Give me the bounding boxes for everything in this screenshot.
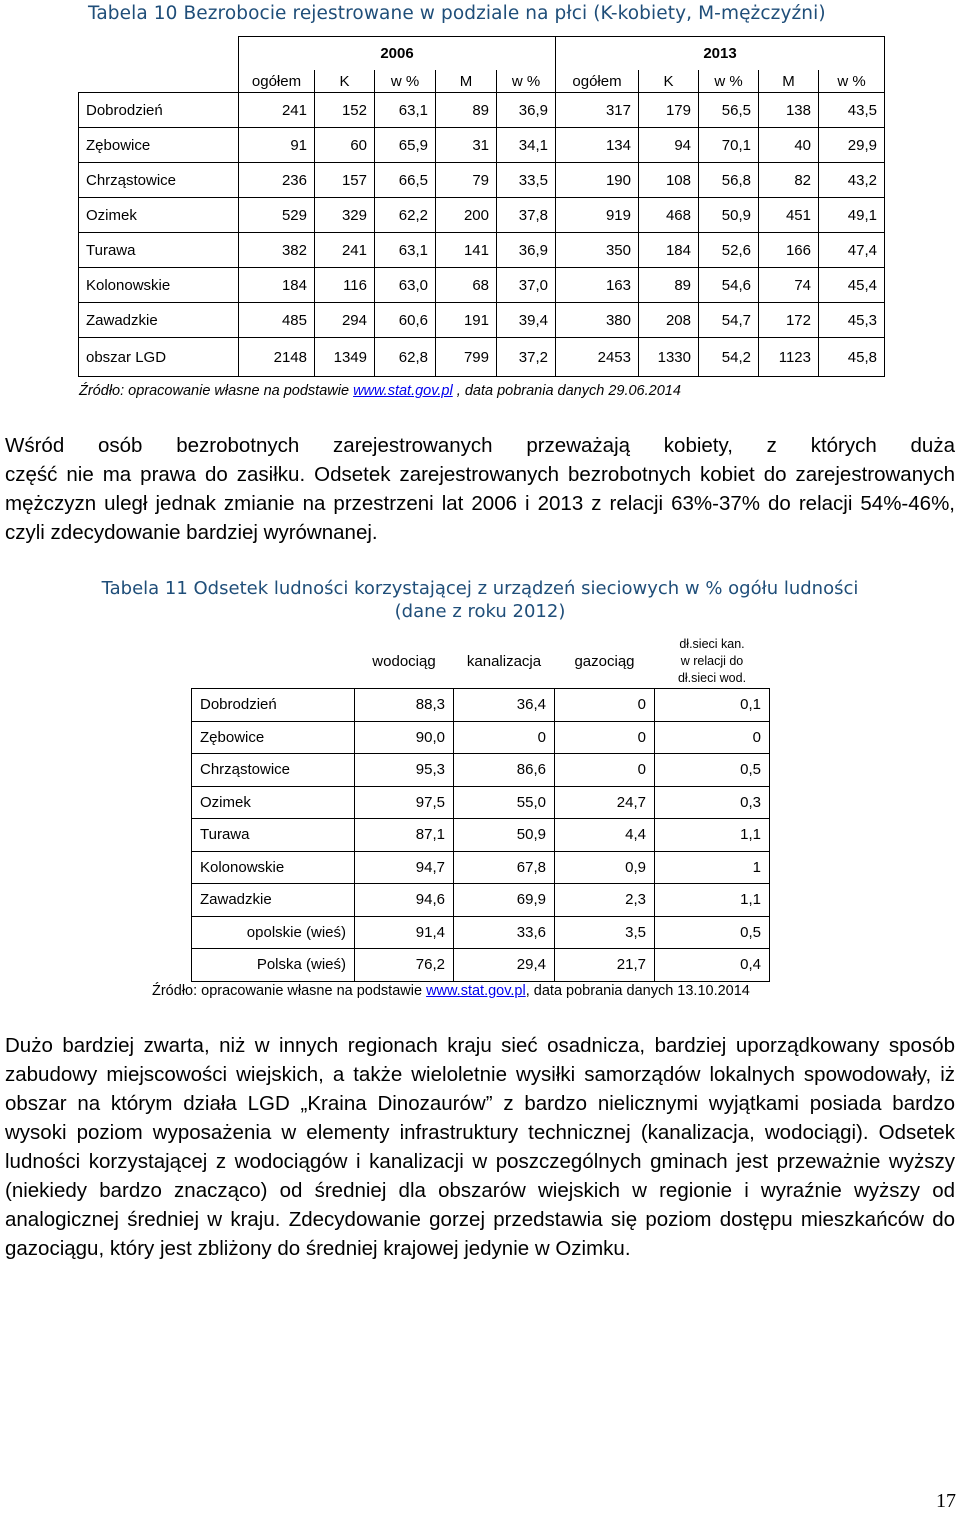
table-cell: 69,9 [454, 884, 555, 917]
table-cell: 4,4 [555, 819, 655, 852]
table-cell: 60 [315, 128, 375, 163]
table-cell: 94,7 [355, 851, 454, 884]
table-row [192, 916, 770, 949]
utilities-table [191, 634, 770, 982]
column-header: ogółem [239, 70, 315, 93]
table-cell: 43,2 [819, 163, 885, 198]
table-row [192, 689, 770, 722]
table-row [79, 163, 885, 198]
table-cell: 76,2 [355, 949, 454, 982]
table-cell: 62,2 [375, 198, 436, 233]
table-row [79, 128, 885, 163]
table-cell: 54,2 [699, 338, 759, 377]
table-cell: 52,6 [699, 233, 759, 268]
table-cell: 79 [436, 163, 497, 198]
table-cell: 0 [555, 721, 655, 754]
table-cell: 89 [639, 268, 699, 303]
column-header: w % [375, 70, 436, 93]
table-cell: 141 [436, 233, 497, 268]
table-cell: 294 [315, 303, 375, 338]
table-cell: 190 [556, 163, 639, 198]
table-cell: 37,8 [497, 198, 556, 233]
table-cell: 87,1 [355, 819, 454, 852]
unemployment-table [78, 36, 885, 377]
header-ratio: dł.sieci kan. w relacji do dł.sieci wod. [677, 636, 747, 685]
table-cell: 34,1 [497, 128, 556, 163]
row-label: Polska (wieś) [192, 949, 355, 982]
table-cell: 49,1 [819, 198, 885, 233]
table-cell: 0,9 [555, 851, 655, 884]
row-label: Kolonowskie [79, 268, 239, 303]
table-cell: 50,9 [699, 198, 759, 233]
table-cell: 329 [315, 198, 375, 233]
table-row [79, 303, 885, 338]
row-label: Zawadzkie [79, 303, 239, 338]
row-label: Dobrodzień [192, 689, 355, 722]
row-label: obszar LGD [79, 338, 239, 377]
table-cell: 138 [759, 93, 819, 128]
column-header: M [759, 70, 819, 93]
table-cell: 63,1 [375, 93, 436, 128]
table-row [79, 93, 885, 128]
table-cell: 62,8 [375, 338, 436, 377]
table-cell: 0,5 [655, 754, 770, 787]
table-cell: 68 [436, 268, 497, 303]
table-cell: 1 [655, 851, 770, 884]
table-cell: 37,0 [497, 268, 556, 303]
year-2006-header: 2006 [239, 37, 556, 71]
table-cell: 241 [239, 93, 315, 128]
table-cell: 36,4 [454, 689, 555, 722]
stat-gov-link[interactable]: www.stat.gov.pl [426, 983, 526, 999]
table-cell: 157 [315, 163, 375, 198]
column-header: ogółem [556, 70, 639, 93]
header-wodociag: wodociąg [372, 652, 436, 670]
table-cell: 317 [556, 93, 639, 128]
table-cell: 241 [315, 233, 375, 268]
table-cell: 0,3 [655, 786, 770, 819]
table-cell: 172 [759, 303, 819, 338]
table-cell: 451 [759, 198, 819, 233]
table-cell: 919 [556, 198, 639, 233]
table-cell: 350 [556, 233, 639, 268]
table-row [192, 851, 770, 884]
stat-gov-link[interactable]: www.stat.gov.pl [353, 383, 453, 399]
paragraph-infrastructure: Dużo bardziej zwarta, niż w innych regionach kraju sieć osadnicza, bardziej uporządkowany sposób zabudowy miejscowości wiejskich, a także wieloletnie wysiłki samorządów lokalnych spowodowały, iż obszar na którym działa LGD „Kraina Dinozaurów” z bardzo nielicznymi wyjątkami posiada bardzo wysoki poziom wyposażenia w elementy infrastruktury technicznej (kanalizacja, wodociągi). Odsetek ludności korzystającej z wodociągów i kanalizacji w poszczególnych gminach jest przeważnie wyższy (niekiedy bardzo znacząco) od średniej dla obszarów wiejskich w regionie i wyraźnie wyższy od analogicznej średniej w kraju. Zdecydowanie gorzej przedstawia się poziom dostępu mieszkańców do gazociągu, który jest zbliżony do średniej krajowej jedynie w Ozimku. [5, 1034, 955, 1260]
table-cell: 56,5 [699, 93, 759, 128]
table-row [192, 786, 770, 819]
table-cell: 380 [556, 303, 639, 338]
table-10-source: Źródło: opracowanie własne na podstawie www.stat.gov.pl , data pobrania danych 29.06.2014 [79, 383, 681, 399]
row-label: Dobrodzień [79, 93, 239, 128]
table-row [79, 198, 885, 233]
row-label: opolskie (wieś) [192, 916, 355, 949]
table-cell: 236 [239, 163, 315, 198]
table-cell: 799 [436, 338, 497, 377]
table-cell: 0 [454, 721, 555, 754]
table-row [79, 338, 885, 377]
table-cell: 179 [639, 93, 699, 128]
column-header: w % [497, 70, 556, 93]
column-header: w % [819, 70, 885, 93]
table-cell: 70,1 [699, 128, 759, 163]
table-cell: 40 [759, 128, 819, 163]
table-cell: 89 [436, 93, 497, 128]
table-cell: 1,1 [655, 819, 770, 852]
table-cell: 529 [239, 198, 315, 233]
page-number: 17 [936, 1490, 956, 1512]
table-10-caption: Tabela 10 Bezrobocie rejestrowane w podziale na płci (K-kobiety, M-mężczyźni) [88, 3, 826, 24]
table-cell: 1330 [639, 338, 699, 377]
table-cell: 2148 [239, 338, 315, 377]
table-cell: 21,7 [555, 949, 655, 982]
table-cell: 0 [555, 754, 655, 787]
table-cell: 200 [436, 198, 497, 233]
table-cell: 63,1 [375, 233, 436, 268]
table-cell: 0 [655, 721, 770, 754]
table-cell: 63,0 [375, 268, 436, 303]
table-cell: 0 [555, 689, 655, 722]
table-cell: 88,3 [355, 689, 454, 722]
table-cell: 31 [436, 128, 497, 163]
table-cell: 108 [639, 163, 699, 198]
table-cell: 116 [315, 268, 375, 303]
table-cell: 90,0 [355, 721, 454, 754]
row-label: Zębowice [192, 721, 355, 754]
table-cell: 29,9 [819, 128, 885, 163]
table-cell: 2,3 [555, 884, 655, 917]
table-cell: 67,8 [454, 851, 555, 884]
table-cell: 97,5 [355, 786, 454, 819]
table-row [192, 721, 770, 754]
table-cell: 3,5 [555, 916, 655, 949]
column-header: M [436, 70, 497, 93]
table-cell: 66,5 [375, 163, 436, 198]
table-cell: 43,5 [819, 93, 885, 128]
table-cell: 45,3 [819, 303, 885, 338]
column-header: K [315, 70, 375, 93]
table-cell: 208 [639, 303, 699, 338]
table-cell: 95,3 [355, 754, 454, 787]
table-cell: 184 [239, 268, 315, 303]
table-cell: 36,9 [497, 233, 556, 268]
header-kanalizacja: kanalizacja [466, 652, 542, 670]
table-cell: 33,6 [454, 916, 555, 949]
year-2013-header: 2013 [556, 37, 885, 71]
table-cell: 0,1 [655, 689, 770, 722]
table-cell: 56,8 [699, 163, 759, 198]
paragraph-unemployment: Wśród osób bezrobotnych zarejestrowanych przeważają kobiety, z których duża część nie ma prawa do zasiłku. Odsetek zarejestrowanych bezrobotnych kobiet do zarejestrowanych mężczyzn uległ jednak zmianie na przestrzeni lat 2006 i 2013 z relacji 63%-37% do relacji 54%-46%, czyli zdecydowanie bardziej wyrównanej. [5, 434, 955, 544]
table-cell: 86,6 [454, 754, 555, 787]
table-cell: 74 [759, 268, 819, 303]
column-header: K [639, 70, 699, 93]
table-cell: 33,5 [497, 163, 556, 198]
table-cell: 91 [239, 128, 315, 163]
table-cell: 55,0 [454, 786, 555, 819]
header-gazociag: gazociąg [574, 652, 635, 670]
table-row [192, 754, 770, 787]
table-cell: 60,6 [375, 303, 436, 338]
table-cell: 82 [759, 163, 819, 198]
table-cell: 54,6 [699, 268, 759, 303]
row-label: Zębowice [79, 128, 239, 163]
table-cell: 47,4 [819, 233, 885, 268]
table-cell: 184 [639, 233, 699, 268]
table-cell: 152 [315, 93, 375, 128]
table-cell: 0,4 [655, 949, 770, 982]
table-cell: 54,7 [699, 303, 759, 338]
table-row [192, 819, 770, 852]
table-cell: 485 [239, 303, 315, 338]
table-cell: 65,9 [375, 128, 436, 163]
table-cell: 45,8 [819, 338, 885, 377]
table-cell: 1349 [315, 338, 375, 377]
table-row [192, 949, 770, 982]
table-cell: 2453 [556, 338, 639, 377]
row-label: Turawa [192, 819, 355, 852]
table-cell: 134 [556, 128, 639, 163]
row-label: Ozimek [192, 786, 355, 819]
row-label: Chrząstowice [192, 754, 355, 787]
table-cell: 94 [639, 128, 699, 163]
table-11-caption: Tabela 11 Odsetek ludności korzystającej z urządzeń sieciowych w % ogółu ludności (dane z roku 2012) [101, 578, 859, 622]
table-cell: 382 [239, 233, 315, 268]
table-cell: 0,5 [655, 916, 770, 949]
table-cell: 24,7 [555, 786, 655, 819]
table-cell: 50,9 [454, 819, 555, 852]
table-cell: 36,9 [497, 93, 556, 128]
row-label: Kolonowskie [192, 851, 355, 884]
column-header: w % [699, 70, 759, 93]
table-cell: 166 [759, 233, 819, 268]
table-cell: 1,1 [655, 884, 770, 917]
row-label: Chrząstowice [79, 163, 239, 198]
table-cell: 191 [436, 303, 497, 338]
table-cell: 91,4 [355, 916, 454, 949]
row-label: Ozimek [79, 198, 239, 233]
table-cell: 39,4 [497, 303, 556, 338]
row-label: Zawadzkie [192, 884, 355, 917]
table-cell: 45,4 [819, 268, 885, 303]
table-cell: 163 [556, 268, 639, 303]
table-row [79, 268, 885, 303]
table-row [192, 884, 770, 917]
table-row [79, 233, 885, 268]
table-11-source: Źródło: opracowanie własne na podstawie www.stat.gov.pl, data pobrania danych 13.10.2014 [152, 983, 750, 999]
table-cell: 94,6 [355, 884, 454, 917]
table-cell: 468 [639, 198, 699, 233]
table-cell: 1123 [759, 338, 819, 377]
table-cell: 29,4 [454, 949, 555, 982]
table-cell: 37,2 [497, 338, 556, 377]
row-label: Turawa [79, 233, 239, 268]
